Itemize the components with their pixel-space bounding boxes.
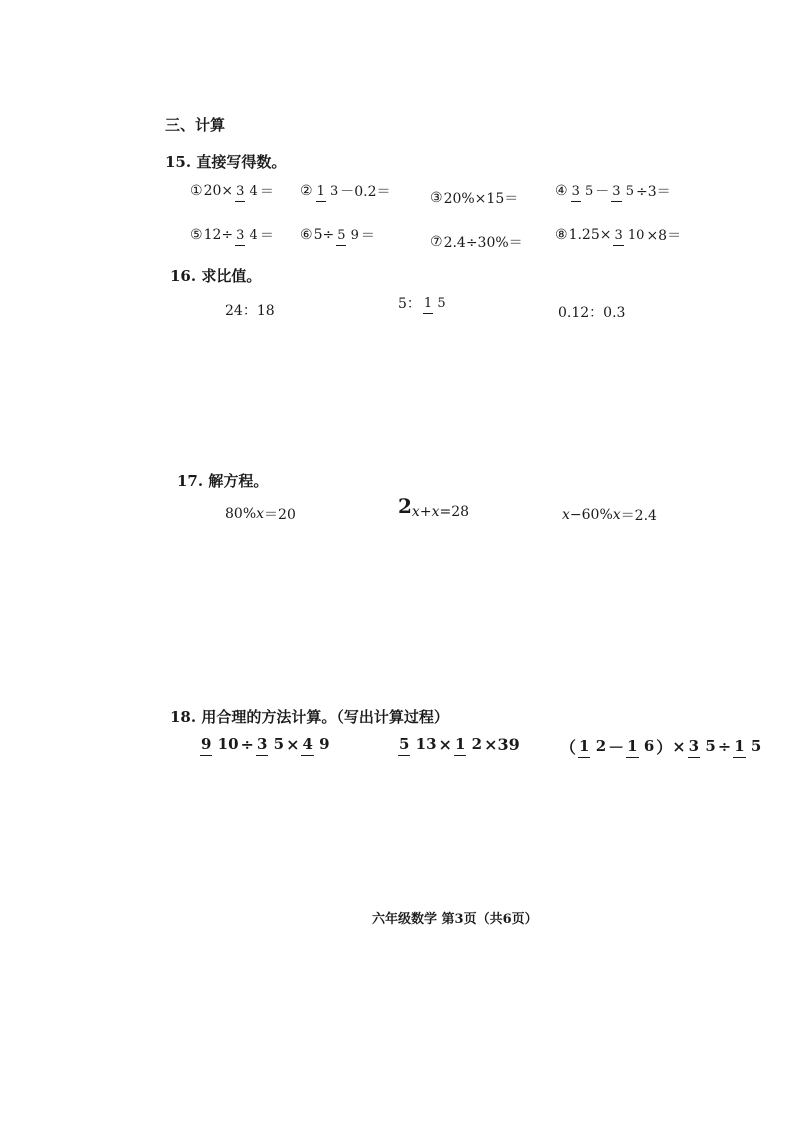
q18-item-2 xyxy=(396,735,520,754)
q18-item-1 xyxy=(198,735,332,754)
expr-text: 24：18 xyxy=(225,303,275,319)
expr-text: 80% xyxy=(225,506,257,522)
q15-item-4 xyxy=(555,181,671,201)
circled-number: ⑧ xyxy=(555,227,568,243)
expr-text: ＝2.4 xyxy=(620,508,657,524)
right-paren: ） xyxy=(656,738,673,757)
fraction xyxy=(571,185,594,198)
denominator: 5 xyxy=(584,183,594,199)
operator: × xyxy=(286,735,300,754)
fraction xyxy=(611,185,634,198)
fraction xyxy=(454,737,482,752)
denominator: 4 xyxy=(249,227,258,243)
expr-text: ＝ xyxy=(259,228,274,244)
expr-text: 2.4÷30%＝ xyxy=(443,235,523,251)
expr-text: ＝20 xyxy=(264,507,296,523)
numerator: 3 xyxy=(256,735,268,756)
variable-x: x xyxy=(411,504,420,520)
expr-text: ×8＝ xyxy=(646,228,682,244)
expr-text: 5÷ xyxy=(313,227,335,243)
variable-x: x xyxy=(431,504,440,520)
q17-item-2 xyxy=(398,494,470,524)
q15-item-7 xyxy=(430,232,523,252)
q16-item-2 xyxy=(398,293,448,313)
q17-item-3 xyxy=(562,505,657,525)
q15-item-5 xyxy=(190,225,274,245)
fraction xyxy=(316,185,339,198)
expr-text: −60% xyxy=(569,507,613,523)
fraction xyxy=(733,739,761,754)
circled-number: ⑥ xyxy=(300,227,313,243)
denominator: 5 xyxy=(750,737,762,755)
fraction xyxy=(688,739,716,754)
circled-number: ⑦ xyxy=(430,234,443,250)
q18-item-3 xyxy=(560,735,763,758)
denominator: 10 xyxy=(217,735,239,753)
q18-title: 18. 用合理的方法计算。（写出计算过程） xyxy=(170,708,449,726)
page-footer: 六年级数学 第3页（共6页） xyxy=(372,912,538,927)
fraction xyxy=(235,185,258,198)
fraction xyxy=(398,737,437,752)
variable-x: x xyxy=(562,507,570,523)
expr-text: 5： xyxy=(398,296,421,312)
expr-text: 20× xyxy=(203,183,234,199)
operator: × xyxy=(438,735,452,754)
operator: ÷ xyxy=(717,737,732,756)
denominator: 6 xyxy=(643,737,655,755)
expr-text: ＝ xyxy=(259,184,274,200)
left-paren: （ xyxy=(560,738,577,757)
circled-number: ③ xyxy=(430,190,443,206)
numerator: 1 xyxy=(316,184,326,202)
denominator: 9 xyxy=(319,735,330,753)
circled-number: ② xyxy=(300,183,313,199)
plus-sign: + xyxy=(419,504,432,520)
q15-item-3 xyxy=(430,188,518,208)
q16-title: 16. 求比值。 xyxy=(170,267,262,285)
section-title: 三、计算 xyxy=(165,116,226,134)
denominator: 3 xyxy=(329,183,339,199)
numerator: 1 xyxy=(454,735,466,756)
numerator: 4 xyxy=(301,735,313,756)
q15-item-8 xyxy=(555,225,681,245)
numerator: 3 xyxy=(611,184,621,202)
circled-number: ④ xyxy=(555,183,568,199)
expr-text: =28 xyxy=(439,504,470,520)
denominator: 2 xyxy=(595,737,607,755)
q15-title: 15. 直接写得数。 xyxy=(165,153,287,171)
numerator: 1 xyxy=(733,737,745,758)
numerator: 1 xyxy=(578,737,590,758)
q15-item-2 xyxy=(300,181,391,201)
fraction xyxy=(336,229,359,242)
denominator: 9 xyxy=(350,227,359,243)
fraction xyxy=(626,739,654,754)
numerator: 3 xyxy=(235,228,245,246)
expr-text: －0.2＝ xyxy=(340,184,391,200)
q15-item-1 xyxy=(190,181,274,201)
q17-title: 17. 解方程。 xyxy=(177,472,269,490)
q16-item-3 xyxy=(558,302,625,322)
denominator: 5 xyxy=(705,737,716,755)
fraction xyxy=(423,297,446,310)
operator: × xyxy=(672,737,686,756)
operator: － xyxy=(608,738,625,757)
fraction xyxy=(613,229,644,242)
expr-text: ÷3＝ xyxy=(635,184,671,200)
numerator: 3 xyxy=(571,184,581,202)
expr-text: 0.12：0.3 xyxy=(558,305,626,321)
numerator: 3 xyxy=(613,228,623,246)
q17-item-1 xyxy=(225,504,296,524)
numerator: 3 xyxy=(688,737,700,758)
expr-text: － xyxy=(595,184,610,200)
numerator: 9 xyxy=(200,735,212,756)
denominator: 5 xyxy=(437,295,446,311)
denominator: 10 xyxy=(627,227,645,243)
numerator: 1 xyxy=(423,296,433,314)
q16-item-1 xyxy=(225,300,275,320)
numerator: 5 xyxy=(336,228,346,246)
denominator: 13 xyxy=(415,735,437,753)
fraction xyxy=(578,739,606,754)
fraction xyxy=(256,737,284,752)
denominator: 2 xyxy=(471,735,483,753)
numerator: 3 xyxy=(235,184,245,202)
numerator: 5 xyxy=(398,735,410,756)
expr-text: ＝ xyxy=(360,228,375,244)
fraction xyxy=(200,737,239,752)
fraction xyxy=(301,737,329,752)
circled-number: ⑤ xyxy=(190,227,203,243)
q15-item-6 xyxy=(300,225,375,245)
fraction xyxy=(235,229,258,242)
circled-number: ① xyxy=(190,183,203,199)
expr-text: ×39 xyxy=(484,735,520,754)
expr-text: 20%×15＝ xyxy=(443,191,519,207)
expr-text: 12÷ xyxy=(203,227,234,243)
coefficient: 2 xyxy=(398,494,412,518)
variable-x: x xyxy=(612,507,621,523)
expr-text: 1.25× xyxy=(568,227,612,243)
numerator: 1 xyxy=(626,737,638,758)
operator: ÷ xyxy=(240,735,254,754)
denominator: 5 xyxy=(273,735,285,753)
denominator: 5 xyxy=(625,183,634,199)
variable-x: x xyxy=(256,506,265,522)
denominator: 4 xyxy=(249,183,258,199)
